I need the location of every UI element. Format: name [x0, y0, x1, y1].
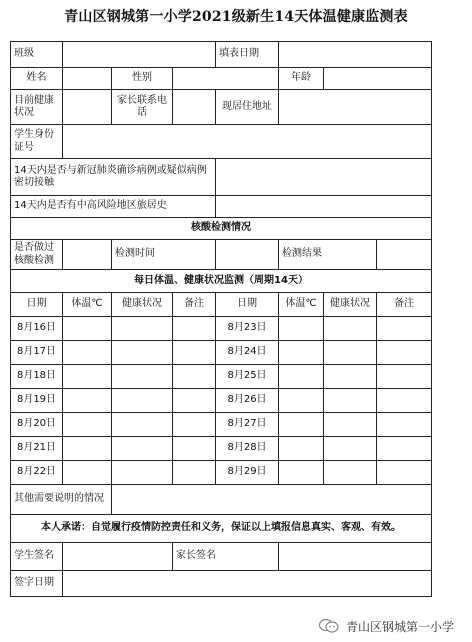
note-field[interactable]: [173, 437, 216, 461]
health-status-field[interactable]: [324, 341, 377, 365]
note-field[interactable]: [173, 341, 216, 365]
nucleic-tested-label: 是否做过核酸检测: [11, 240, 63, 270]
date-cell: 8月16日: [11, 317, 63, 341]
gender-label: 性别: [112, 68, 173, 90]
nucleic-time-field[interactable]: [216, 240, 279, 270]
date-cell: 8月28日: [216, 437, 279, 461]
note-field[interactable]: [377, 437, 432, 461]
note-field[interactable]: [377, 365, 432, 389]
health-status-field[interactable]: [324, 413, 377, 437]
col-health: 健康状况: [112, 293, 173, 317]
date-cell: 8月18日: [11, 365, 63, 389]
nucleic-time-label: 检测时间: [112, 240, 216, 270]
table-row: [11, 413, 432, 437]
note-field[interactable]: [173, 365, 216, 389]
student-sign-field[interactable]: [63, 543, 173, 571]
note-field[interactable]: [377, 461, 432, 485]
health-label: 目前健康状况: [11, 90, 63, 125]
note-field[interactable]: [173, 317, 216, 341]
address-field[interactable]: [279, 90, 432, 125]
date-cell: 8月29日: [216, 461, 279, 485]
date-cell: 8月27日: [216, 413, 279, 437]
note-field[interactable]: [173, 461, 216, 485]
health-field[interactable]: [63, 90, 112, 125]
travel-question: 14天内是否有中高风险地区旅居史: [11, 196, 216, 218]
health-status-field[interactable]: [112, 389, 173, 413]
sign-date-field[interactable]: [63, 571, 432, 597]
contact-answer[interactable]: [216, 159, 432, 196]
col-note-2: 备注: [377, 293, 432, 317]
temp-field[interactable]: [63, 317, 112, 341]
date-cell: 8月17日: [11, 341, 63, 365]
health-status-field[interactable]: [324, 437, 377, 461]
page-title: 青山区钢城第一小学2021级新生14天体温健康监测表: [64, 9, 408, 25]
col-date: 日期: [11, 293, 63, 317]
table-row: [11, 341, 432, 365]
temp-field[interactable]: [63, 437, 112, 461]
date-cell: 8月22日: [11, 461, 63, 485]
col-health-2: 健康状况: [324, 293, 377, 317]
name-field[interactable]: [63, 68, 112, 90]
date-cell: 8月24日: [216, 341, 279, 365]
health-status-field[interactable]: [324, 365, 377, 389]
sign-date-label: 签字日期: [11, 571, 63, 597]
health-status-field[interactable]: [112, 461, 173, 485]
pledge-text: 自觉履行疫情防控责任和义务，保证以上填报信息真实、客观、有效。: [91, 522, 402, 534]
student-sign-label: 学生签名: [11, 543, 63, 571]
other-field[interactable]: [112, 485, 432, 515]
note-field[interactable]: [377, 389, 432, 413]
health-status-field[interactable]: [112, 341, 173, 365]
gender-field[interactable]: [173, 68, 279, 90]
health-status-field[interactable]: [112, 413, 173, 437]
date-cell: 8月19日: [11, 389, 63, 413]
temp-field[interactable]: [279, 365, 324, 389]
note-field[interactable]: [377, 341, 432, 365]
temp-field[interactable]: [63, 365, 112, 389]
table-row: [11, 389, 432, 413]
other-label: 其他需要说明的情况: [11, 485, 112, 515]
date-cell: 8月26日: [216, 389, 279, 413]
nucleic-heading: 核酸检测情况: [11, 218, 432, 240]
note-field[interactable]: [377, 317, 432, 341]
date-cell: 8月20日: [11, 413, 63, 437]
parent-sign-field[interactable]: [279, 543, 432, 571]
col-temp: 体温℃: [63, 293, 112, 317]
health-monitoring-form: [10, 41, 432, 597]
date-cell: 8月25日: [216, 365, 279, 389]
nucleic-result-field[interactable]: [377, 240, 432, 270]
health-status-field[interactable]: [324, 317, 377, 341]
age-label: 年龄: [279, 68, 324, 90]
id-field[interactable]: [63, 125, 432, 159]
name-label: 姓名: [11, 68, 63, 90]
date-cell: 8月21日: [11, 437, 63, 461]
health-status-field[interactable]: [112, 437, 173, 461]
fill-date-label: 填表日期: [216, 42, 279, 68]
table-row: [11, 317, 432, 341]
col-date-2: 日期: [216, 293, 279, 317]
note-field[interactable]: [173, 389, 216, 413]
col-note: 备注: [173, 293, 216, 317]
watermark-text: 青山区钢城第一小学: [346, 619, 455, 634]
class-field[interactable]: [63, 42, 216, 68]
temp-field[interactable]: [63, 461, 112, 485]
health-status-field[interactable]: [324, 461, 377, 485]
pledge-statement: [11, 515, 432, 543]
address-label: 现居住地址: [216, 90, 279, 125]
temp-field[interactable]: [63, 341, 112, 365]
temp-field[interactable]: [279, 389, 324, 413]
parent-phone-label: 家长联系电话: [112, 90, 173, 125]
temp-field[interactable]: [279, 341, 324, 365]
temp-field[interactable]: [63, 413, 112, 437]
nucleic-result-label: 检测结果: [279, 240, 377, 270]
class-label: 班级: [11, 42, 63, 68]
health-status-field[interactable]: [324, 389, 377, 413]
health-status-field[interactable]: [112, 365, 173, 389]
temp-field[interactable]: [279, 461, 324, 485]
pledge-lead: 本人承诺：: [41, 522, 92, 534]
contact-question: 14天内是否与新冠肺炎确诊病例或疑似病例密切接触: [11, 159, 216, 196]
temp-field[interactable]: [279, 413, 324, 437]
note-field[interactable]: [377, 413, 432, 437]
nucleic-tested-field[interactable]: [63, 240, 112, 270]
note-field[interactable]: [173, 413, 216, 437]
age-field[interactable]: [324, 68, 432, 90]
id-label: 学生身份证号: [11, 125, 63, 159]
date-cell: 8月23日: [216, 317, 279, 341]
daily-heading: 每日体温、健康状况监测（周期14天）: [11, 270, 432, 293]
travel-answer[interactable]: [216, 196, 432, 218]
health-status-field[interactable]: [112, 317, 173, 341]
table-row: [11, 437, 432, 461]
temp-field[interactable]: [279, 437, 324, 461]
table-row: [11, 365, 432, 389]
fill-date-field[interactable]: [279, 42, 432, 68]
wechat-official-account-icon: [318, 617, 340, 635]
col-temp-2: 体温℃: [279, 293, 324, 317]
parent-sign-label: 家长签名: [173, 543, 279, 571]
source-watermark: [318, 616, 454, 636]
table-row: [11, 461, 432, 485]
temp-field[interactable]: [279, 317, 324, 341]
temp-field[interactable]: [63, 389, 112, 413]
parent-phone-field[interactable]: [173, 90, 216, 125]
